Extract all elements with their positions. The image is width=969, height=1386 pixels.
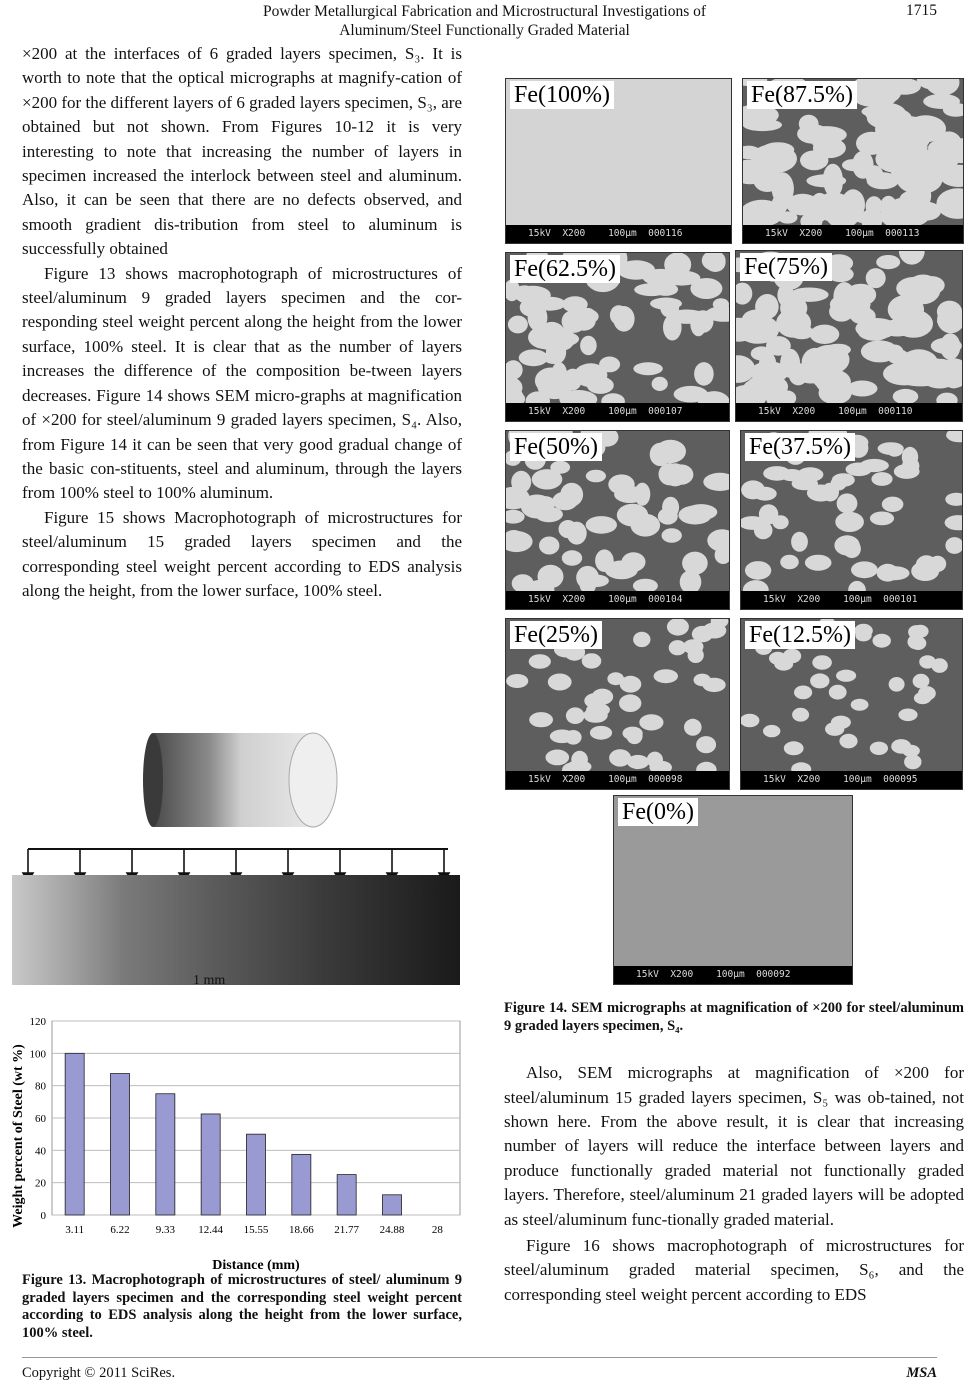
bar <box>337 1175 356 1215</box>
x-tick-label: 24.88 <box>379 1224 405 1236</box>
bar <box>246 1134 265 1215</box>
sem-info-bar: 15kV X200 100µm 000116 <box>506 225 731 243</box>
footer-rule <box>22 1357 937 1358</box>
footer-journal: MSA <box>906 1365 937 1381</box>
y-tick-label: 40 <box>35 1145 46 1158</box>
sem-label: Fe(100%) <box>510 81 614 109</box>
sem-panel-fe-100 <box>505 78 732 244</box>
bar <box>65 1053 84 1215</box>
figure-14-caption: Figure 14. SEM micrographs at magnification of ×200 for steel/aluminum 9 graded layers specimen, S₄. <box>504 1000 964 1034</box>
sem-label: Fe(75%) <box>740 253 832 281</box>
bar <box>110 1074 129 1215</box>
left-column <box>22 42 462 603</box>
y-axis-label: Weight percent of Steel (wt %) <box>11 1044 26 1228</box>
y-tick-label: 20 <box>35 1177 46 1190</box>
sem-info-bar: 15kV X200 100µm 000098 <box>506 771 729 789</box>
sem-panel-fe-62-5 <box>505 252 730 422</box>
sem-label: Fe(62.5%) <box>510 255 620 283</box>
steel-weight-chart <box>8 1005 466 1275</box>
sem-panel-fe-12-5 <box>740 618 963 790</box>
sem-label: Fe(0%) <box>618 798 698 826</box>
x-axis-label: Distance (mm) <box>212 1258 300 1273</box>
macrophotograph-strip <box>12 875 460 985</box>
sem-info-bar: 15kV X200 100µm 000101 <box>741 591 962 609</box>
sem-label: Fe(12.5%) <box>745 621 855 649</box>
scale-bar-label: 1 mm <box>193 973 226 988</box>
sem-label: Fe(87.5%) <box>747 81 857 109</box>
sem-label: Fe(50%) <box>510 433 602 461</box>
figure-13-caption: Figure 13. Macrophotograph of microstructures of steel/ aluminum 9 graded layers specimen and the corresponding steel weight percent according to EDS analysis along the height from the lower surface, 100% steel. <box>22 1272 462 1341</box>
left-paragraph-1: ×200 at the interfaces of 6 graded layers specimen, S₃. It is worth to note that the optical micrographs at magnify-cation of ×200 for the different layers of 6 graded layers specimen, S₃, are obtained but not shown. From Figures 10-12 it is very interesting to note that increasing the number of layers in specimen increased the interlock between steel and aluminum. Also, it can be seen that there are no defects observed, and smooth gradient dis-tribution from steel to aluminum is successfully obtained <box>22 44 462 259</box>
sem-info-bar: 15kV X200 100µm 000095 <box>741 771 962 789</box>
y-tick-label: 100 <box>29 1048 46 1061</box>
header-line-2: Aluminum/Steel Functionally Graded Material <box>339 22 630 39</box>
bar <box>382 1195 401 1215</box>
sem-label: Fe(25%) <box>510 621 602 649</box>
y-tick-label: 80 <box>35 1080 46 1093</box>
x-tick-label: 6.22 <box>110 1224 130 1236</box>
cylinder-photo <box>143 725 343 835</box>
sem-panel-fe-50 <box>505 430 730 610</box>
sem-panel-fe-25 <box>505 618 730 790</box>
figure-13 <box>8 715 466 1275</box>
sem-info-bar: 15kV X200 100µm 000092 <box>614 966 852 984</box>
x-tick-label: 21.77 <box>334 1224 360 1236</box>
sem-info-bar: 15kV X200 100µm 000113 <box>743 225 963 243</box>
sem-panel-fe-75 <box>735 250 963 422</box>
left-paragraph-3: Figure 15 shows Macrophotograph of microstructures for steel/aluminum 15 graded layers specimen and the corresponding steel weight percent according to EDS analysis along the height, from the lower surface, 100% steel. <box>22 507 462 600</box>
x-tick-label: 3.11 <box>65 1224 85 1236</box>
footer-copyright: Copyright © 2011 SciRes. <box>22 1365 176 1381</box>
right-column <box>504 1000 964 1307</box>
right-paragraph-1: Also, SEM micrographs at magnification of ×200 for steel/aluminum 15 graded layers specimen, S₅ was ob-tained, not shown here. From the above result, it is clear that increasing number of layers will reduce the interface between layers and produce functionally graded material not functionally graded layers. Therefore, steel/aluminum 21 graded layers will be adopted as steel/aluminum func-tionally graded material. <box>504 1063 964 1229</box>
page-number: 1715 <box>906 2 937 19</box>
y-tick-label: 0 <box>40 1210 46 1222</box>
x-tick-label: 9.33 <box>155 1224 175 1236</box>
sem-label: Fe(37.5%) <box>745 433 855 461</box>
sem-panel-fe-87-5 <box>742 78 964 244</box>
sem-panel-fe-37-5 <box>740 430 963 610</box>
x-tick-label: 18.66 <box>288 1224 314 1236</box>
x-tick-label: 12.44 <box>198 1224 224 1236</box>
sem-panel-fe-0 <box>613 795 853 985</box>
right-paragraph-2: Figure 16 shows macrophotograph of microstructures for steel/aluminum graded material specimen, S₆, and the corresponding steel weight percent according to EDS <box>504 1236 964 1304</box>
y-tick-label: 120 <box>29 1016 46 1028</box>
x-tick-label: 15.55 <box>243 1224 269 1236</box>
running-header <box>0 2 969 40</box>
left-paragraph-2: Figure 13 shows macrophotograph of microstructures of steel/aluminum 9 graded layers specimen and the cor-responding steel weight percent along the height from the lower surface, 100% steel. It is clear that as the number of layers increases the difference of the composition be-tween layers decreases. Figure 14 shows SEM micro-graphs at magnification of ×200 for steel/aluminum 9 graded layers specimen, S₄. Also, from Figure 14 it can be seen that very good gradual change of the basic con-stituents, steel and aluminum, through the layers from 100% steel to 100% aluminum. <box>22 263 462 503</box>
sem-info-bar: 15kV X200 100µm 000107 <box>506 403 729 421</box>
x-tick-label: 28 <box>431 1224 443 1236</box>
sem-info-bar: 15kV X200 100µm 000104 <box>506 591 729 609</box>
bar <box>292 1154 311 1215</box>
header-line-1: Powder Metallurgical Fabrication and Microstructural Investigations of <box>262 3 707 20</box>
bar <box>156 1094 175 1215</box>
sem-info-bar: 15kV X200 100µm 000110 <box>736 403 962 421</box>
bar <box>201 1114 220 1215</box>
y-tick-label: 60 <box>35 1113 46 1125</box>
